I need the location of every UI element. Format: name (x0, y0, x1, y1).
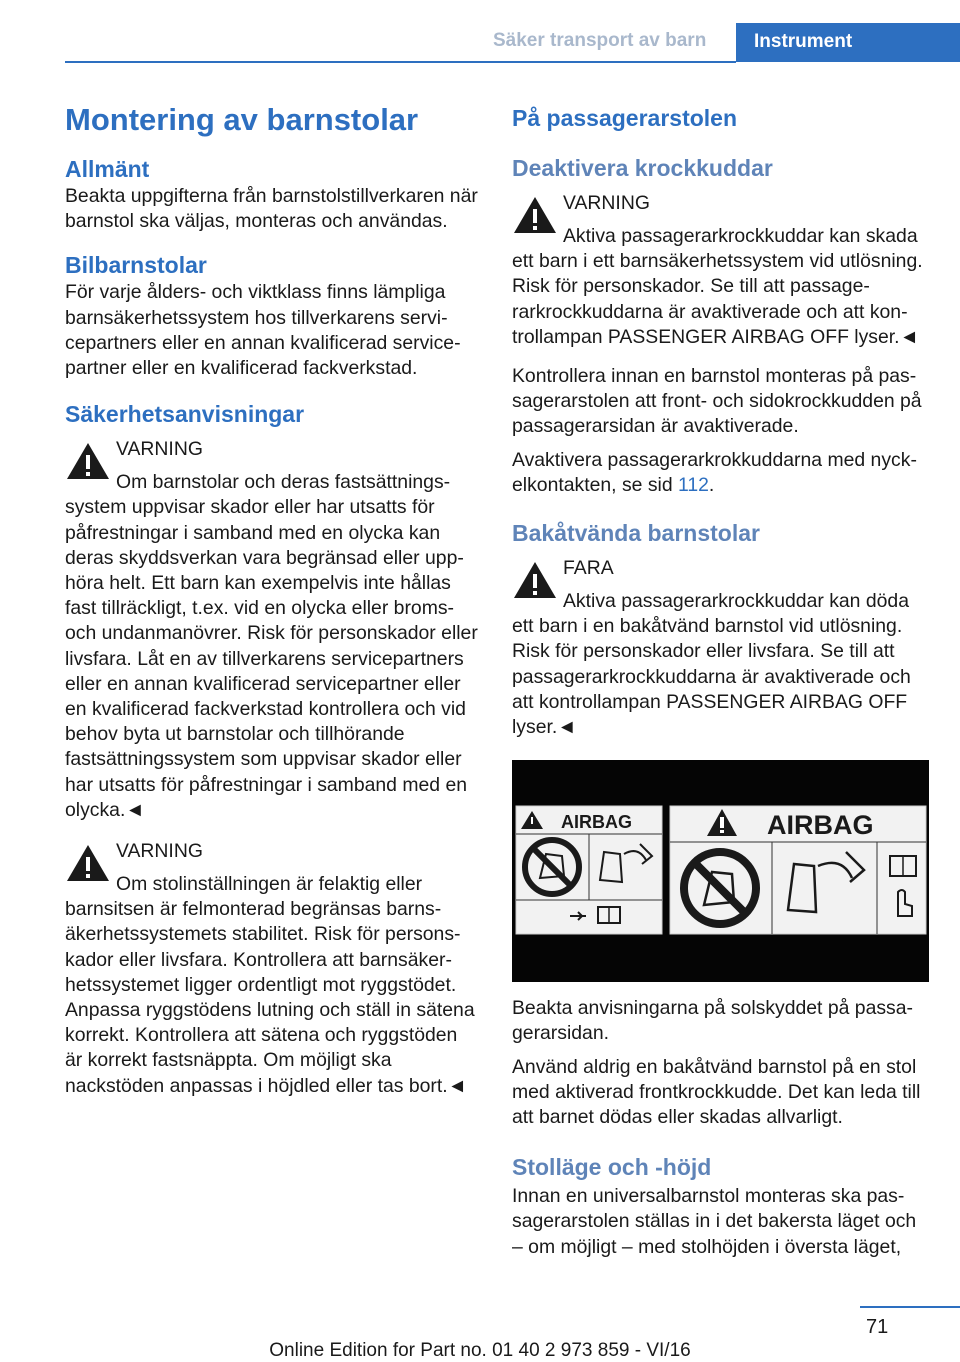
heading-sakerhetsanvisningar: Säkerhetsanvisningar (65, 401, 305, 428)
text-kontrollera: Kontrollera innan en barnstol monteras på passagerarstolen att front- och sidokrockkudden på passagerarsidan är avaktiverade. (512, 365, 922, 438)
warning-triangle-icon (512, 195, 558, 235)
edition-footer: Online Edition for Part no. 01 40 2 973 859 - VI/16 (269, 1340, 691, 1361)
page-number: 71 (866, 1316, 889, 1338)
warning-triangle-icon (512, 560, 558, 600)
airbag-label-illustration (512, 760, 929, 982)
text-allmant: Beakta uppgifterna från barnstolstillverkaren när barnstol ska väljas, monteras och användas. (65, 185, 478, 233)
header-section-title: Säker transport av barn (493, 30, 707, 51)
text-bilbarnstolar: För varje ålders- och viktklass finns lämpliga barnsäkerhetssystem hos tillverkarens servicepartners eller en annan kvalificerad servicepartner eller en kvalificerad fackverkstad. (65, 281, 461, 380)
danger-block (512, 556, 930, 740)
page-link-112[interactable]: 112 (678, 473, 709, 496)
text-anvand: Använd aldrig en bakåtvänd barnstol på en stol med aktiverad frontkrockkudde. Det kan leda till att barnet dödas eller skadas allvarligt. (512, 1055, 921, 1129)
heading-bilbarnstolar: Bilbarnstolar (65, 252, 207, 279)
airbag-warning-label-image (512, 760, 929, 982)
text-avaktivera-end: . (708, 473, 715, 496)
header-rule (65, 61, 736, 63)
warning-label: VARNING (116, 438, 203, 461)
text-beakta: Beakta anvisningarna på solskyddet på passagerarsidan. (512, 997, 914, 1045)
heading-stollage: Stolläge och -höjd (512, 1154, 712, 1181)
large-airbag-text: AIRBAG (767, 810, 874, 841)
left-column (65, 98, 479, 1105)
danger-text: Aktiva passagerarkrockkuddar kan döda ett barn i en bakåtvänd barnstol vid utlösning. Risk för personskador eller livsfara. Se till att passagerarkrockkuddarna är avaktiverade och att kontrollampan PASSENGER AIRBAG OFF lyser.◄ (512, 590, 911, 739)
warning-triangle-icon (65, 441, 111, 481)
text-stollage: Innan en universalbarnstol monteras ska passagerarstolen ställas in i det bakersta läget och – om möjligt – med stolhöjden i översta läget, (512, 1185, 917, 1258)
warning-triangle-icon (65, 843, 111, 883)
warning-text: Aktiva passagerarkrockkuddar kan skada ett barn i ett barnsäkerhetssystem vid utlösning. Risk för personskador. Se till att passagerarkrockkuddarna är avaktiverade och att kontrollampan PASSENGER AIRBAG OFF lyser.◄ (512, 225, 923, 348)
heading-pa-passagerarstolen: På passagerarstolen (512, 105, 738, 131)
danger-label: FARA (563, 557, 614, 580)
heading-allmant: Allmänt (65, 156, 150, 182)
warning-text: Om stolinställningen är felaktig eller barnsitsen är felmonterad begränsas barnsäkerhetssystemets stabilitet. Risk för personskador eller livsfara. Kontrollera att barnsäkerhetssystemet ligger ordentligt mot ryggstödet. Anpassa ryggstödens lutning och ställ in sätena korrekt. Kontrollera att sätena och ryggstöden är korrekt fastsnäppta. Om möjligt ska nackstöden anpassas i höjdled eller tas bort.◄ (65, 873, 475, 1097)
heading-bakatvanda-barnstolar: Bakåtvända barnstolar (512, 520, 760, 547)
header-chapter-tab: Instrument (736, 23, 960, 62)
warning-text: Om barnstolar och deras fastsättningssystem uppvisar skador eller har utsatts för påfrestningar i samband med en olycka kan deras skyddsverkan vara begränsad eller upphöra helt. Ett barn kan exempelvis inte hållas fast tillräckligt, t.ex. vid en olycka eller broms- och undanmanövrer. Risk för personskador eller livsfara. Låt en av tillverkarens servicepartners eller en annan kvalificerad servicepartner eller en kvalificerad fackverkstad kontrollera och vid behov byta ut barnstolar och tillhörande fastsättningssystem som uppvisar skador eller har utsatts för påfrestningar i samband med en olycka.◄ (65, 471, 478, 821)
text-avaktivera-body: Avaktivera passagerarkrokkuddarna med nyckelkontakten, se sid (512, 448, 917, 496)
page-header (0, 0, 960, 62)
warning-label: VARNING (563, 192, 650, 214)
warning-label: VARNING (116, 840, 203, 863)
page-title: Montering av barnstolar (65, 102, 419, 137)
small-airbag-text: AIRBAG (561, 812, 632, 833)
warning-block-2 (65, 839, 479, 1099)
footer-rule (860, 1306, 960, 1308)
right-column (512, 103, 930, 1264)
warning-block-3 (512, 191, 930, 350)
warning-block-1 (65, 437, 479, 823)
text-avaktivera (512, 448, 930, 498)
heading-deaktivera-krockkuddar: Deaktivera krockkuddar (512, 155, 773, 181)
